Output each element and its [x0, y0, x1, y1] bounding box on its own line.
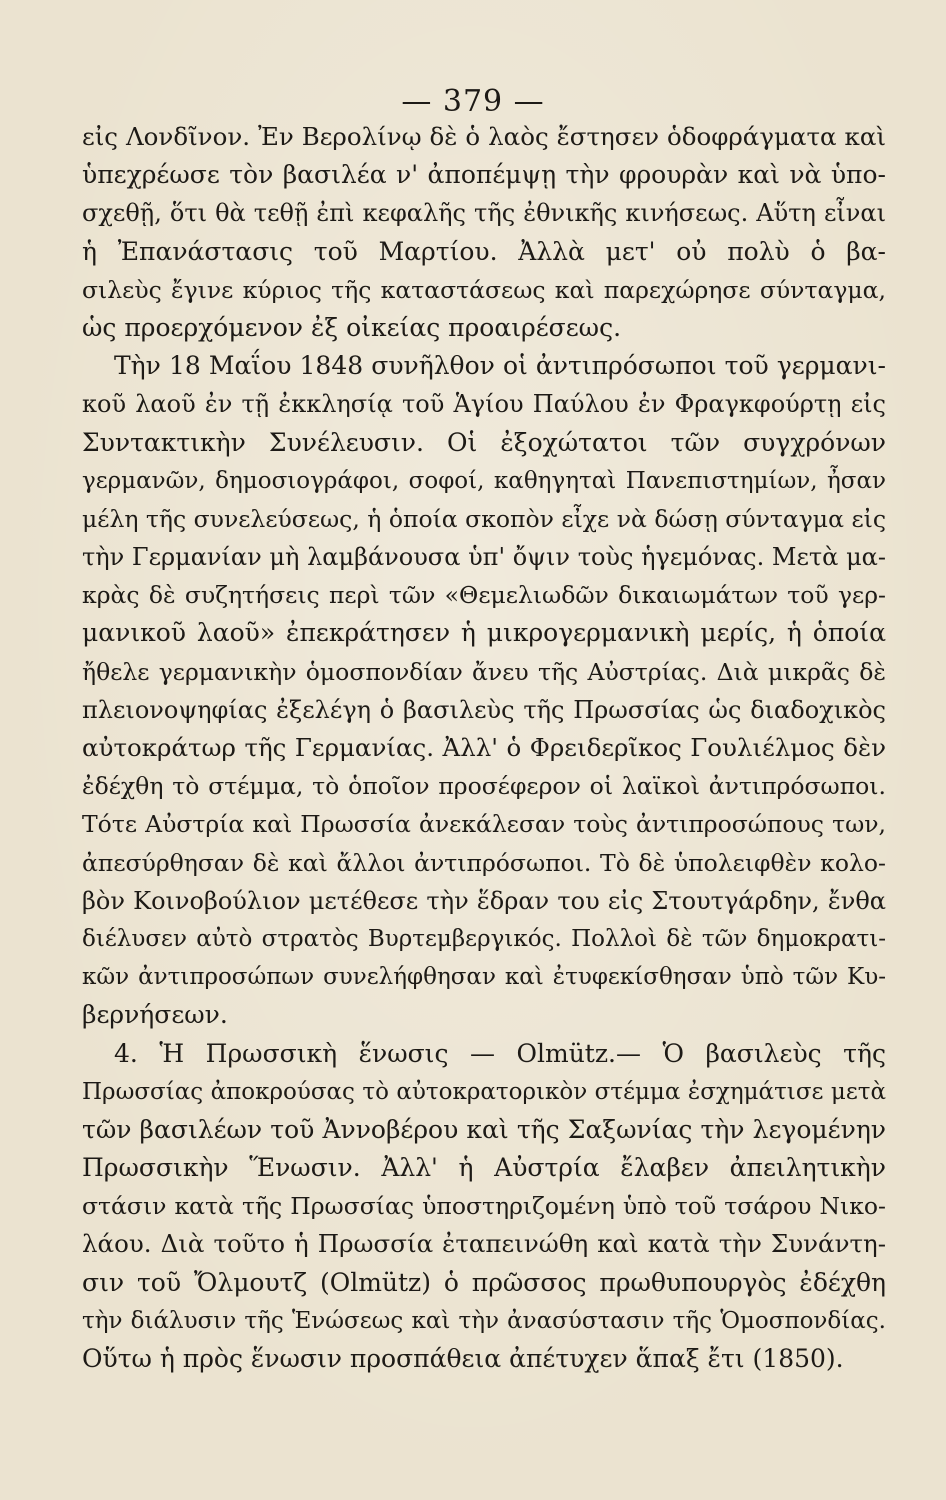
- text-line: κρὰς δὲ συζητήσεις περὶ τῶν «Θεμελιωδῶν δικαιωμάτων τοῦ γερ-: [82, 581, 886, 610]
- text-line: Τὴν 18 Μαΐου 1848 συνῆλθον οἱ ἀντιπρόσωποι τοῦ γερμανι-: [114, 351, 886, 381]
- text-line: πλειονοψηφίας ἐξελέγη ὁ βασιλεὺς τῆς Πρωσσίας ὡς διαδοχικὸς: [82, 695, 886, 724]
- text-line: ἤθελε γερμανικὴν ὁμοσπονδίαν ἄνευ τῆς Αὐστρίας. Διὰ μικρᾶς δὲ: [82, 657, 886, 686]
- page-number: — 379 —: [401, 84, 545, 119]
- text-line: διέλυσεν αὐτὸ στρατὸς Βυρτεμβεργικός. Πολλοὶ δὲ τῶν δημοκρατι-: [82, 925, 886, 952]
- text-line: μέλη τῆς συνελεύσεως, ἡ ὁποία σκοπὸν εἶχε νὰ δώσῃ σύνταγμα εἰς: [82, 504, 886, 533]
- text-line: 4. Ἡ Πρωσσικὴ ἕνωσις — Olmütz.— Ὁ βασιλεὺς τῆς: [114, 1038, 886, 1068]
- text-line: ὑπεχρέωσε τὸν βασιλέα ν' ἀποπέμψῃ τὴν φρουρὰν καὶ νὰ ὑπο-: [82, 160, 886, 190]
- text-line: βὸν Κοινοβούλιον μετέθεσε τὴν ἕδραν του εἰς Στουτγάρδην, ἔνθα: [82, 886, 886, 915]
- text-line: λάου. Διὰ τοῦτο ἡ Πρωσσία ἐταπεινώθη καὶ κατὰ τὴν Συνάντη-: [82, 1229, 886, 1259]
- text-line: Τότε Αὐστρία καὶ Πρωσσία ἀνεκάλεσαν τοὺς ἀντιπροσώπους των,: [82, 810, 886, 839]
- text-line: εἰς Λονδῖνον. Ἐν Βερολίνῳ δὲ ὁ λαὸς ἔστησεν ὁδοφράγματα καὶ: [82, 122, 886, 151]
- text-line: ὡς προερχόμενον ἐξ οἰκείας προαιρέσεως.: [82, 312, 622, 342]
- text-line: σχεθῇ, ὅτι θὰ τεθῇ ἐπὶ κεφαλῆς τῆς ἐθνικῆς κινήσεως. Αὕτη εἶναι: [82, 199, 886, 228]
- text-line: τῶν βασιλέων τοῦ Ἀννοβέρου καὶ τῆς Σαξωνίας τὴν λεγομένην: [82, 1114, 886, 1144]
- text-line: κοῦ λαοῦ ἐν τῇ ἐκκλησίᾳ τοῦ Ἁγίου Παύλου ἐν Φραγκφούρτῃ εἰς: [82, 390, 886, 419]
- text-line: ἐδέχθη τὸ στέμμα, τὸ ὁποῖον προσέφερον οἱ λαϊκοὶ ἀντιπρόσωποι.: [82, 772, 886, 801]
- text-line: ἀπεσύρθησαν δὲ καὶ ἄλλοι ἀντιπρόσωποι. Τὸ δὲ ὑπολειφθὲν κολο-: [82, 848, 886, 877]
- text-line: βερνήσεων.: [82, 1000, 228, 1030]
- text-line: τὴν διάλυσιν τῆς Ἑνώσεως καὶ τὴν ἀνασύστασιν τῆς Ὁμοσπονδίας.: [82, 1307, 886, 1334]
- text-line: αὐτοκράτωρ τῆς Γερμανίας. Ἀλλ' ὁ Φρειδερῖκος Γουλιέλμος δὲν: [82, 733, 886, 762]
- text-line: Οὕτω ἡ πρὸς ἕνωσιν προσπάθεια ἀπέτυχεν ἅπαξ ἔτι (1850).: [82, 1344, 844, 1373]
- text-line: κῶν ἀντιπροσώπων συνελήφθησαν καὶ ἐτυφεκίσθησαν ὑπὸ τῶν Κυ-: [82, 964, 886, 991]
- text-line: γερμανῶν, δημοσιογράφοι, σοφοί, καθηγηταὶ Πανεπιστημίων, ἦσαν: [82, 467, 886, 494]
- text-line: στάσιν κατὰ τῆς Πρωσσίας ὑποστηριζομένη ὑπὸ τοῦ τσάρου Νικο-: [82, 1192, 886, 1221]
- text-line: σιν τοῦ Ὄλμουτζ (Olmütz) ὁ πρῶσσος πρωθυπουργὸς ἐδέχθη: [82, 1267, 886, 1297]
- text-line: Πρωσσίας ἀποκρούσας τὸ αὐτοκρατορικὸν στέμμα ἐσχημάτισε μετὰ: [82, 1078, 886, 1105]
- text-line: Πρωσσικὴν Ἕνωσιν. Ἀλλ' ἡ Αὐστρία ἔλαβεν ἀπειλητικὴν: [82, 1153, 886, 1183]
- text-line: τὴν Γερμανίαν μὴ λαμβάνουσα ὑπ' ὄψιν τοὺς ἡγεμόνας. Μετὰ μα-: [82, 543, 886, 572]
- text-line: σιλεὺς ἔγινε κύριος τῆς καταστάσεως καὶ παρεχώρησε σύνταγμα,: [82, 275, 886, 304]
- body-text: [82, 118, 886, 1378]
- text-line: Συντακτικὴν Συνέλευσιν. Οἱ ἐξοχώτατοι τῶν συγχρόνων: [82, 427, 886, 457]
- text-line: μανικοῦ λαοῦ» ἐπεκράτησεν ἡ μικρογερμανικὴ μερίς, ἡ ὁποία: [82, 618, 886, 648]
- text-line: ἡ Ἐπανάστασις τοῦ Μαρτίου. Ἀλλὰ μετ' οὐ πολὺ ὁ βα-: [82, 236, 886, 266]
